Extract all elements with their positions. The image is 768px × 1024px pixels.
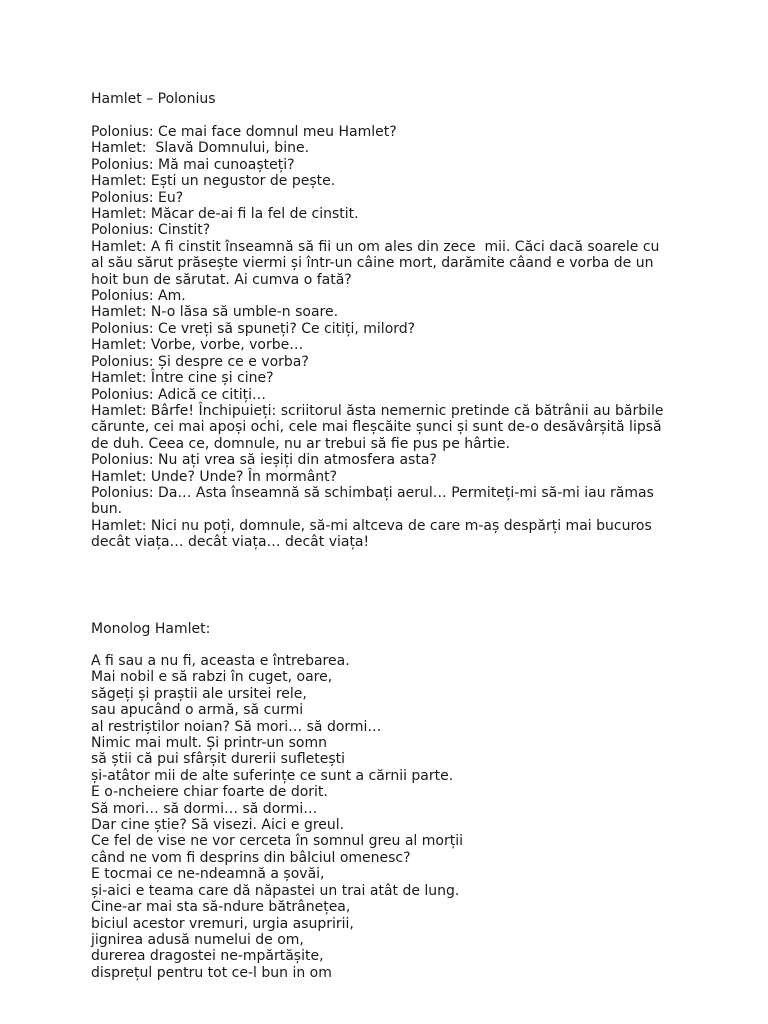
dialogue-line: Polonius: Și despre ce e vorba?: [91, 353, 309, 370]
monologue-line: Ce fel de vise ne vor cerceta în somnul greu al morții: [91, 833, 463, 850]
dialogue-line: al său sărut prăsește viermi și într-un câine mort, darămite câand e vorba de un: [91, 255, 654, 272]
monologue-line: Nimic mai mult. Și printr-un somn: [91, 735, 327, 752]
monologue-title-text: Monolog Hamlet:: [91, 621, 211, 637]
monologue-title: [91, 621, 681, 637]
dialogue-line: Hamlet: Bârfe! Închipuieți: scriitorul ăsta nemernic pretinde că bătrânii au bărbile: [91, 402, 664, 419]
dialogue-title-text: Hamlet – Polonius: [91, 91, 216, 107]
dialogue-line: de duh. Ceea ce, domnule, nu ar trebui să fie pus pe hârtie.: [91, 435, 510, 452]
dialogue-line: Polonius: Da… Asta înseamnă să schimbați aerul… Permiteți-mi să-mi iau rămas: [91, 484, 654, 501]
monologue-section: [91, 653, 681, 981]
monologue-line: jignirea adusă numelui de om,: [91, 931, 304, 948]
dialogue-line: Hamlet: Între cine și cine?: [91, 370, 274, 387]
dialogue-line: cărunte, cei mai apoși ochi, cele mai fleșcăite șunci și sunt de-o desăvârșită lipsă: [91, 419, 662, 436]
dialogue-line: Polonius: Eu?: [91, 189, 184, 206]
monologue-line: disprețul pentru tot ce-l bun in om: [91, 964, 332, 981]
monologue-line: Să mori… să dormi… să dormi…: [91, 800, 318, 817]
dialogue-line: Hamlet: Măcar de-ai fi la fel de cinstit.: [91, 206, 359, 223]
dialogue-line: Polonius: Nu ați vrea să ieșiți din atmosfera asta?: [91, 452, 437, 469]
monologue-line: durerea dragostei ne-mpărtășite,: [91, 948, 324, 965]
monologue-line: și-atâtor mii de alte suferințe ce sunt a cărnii parte.: [91, 767, 454, 784]
dialogue-line: Hamlet: Nici nu poți, domnule, să-mi altceva de care m-aș despărți mai bucuros: [91, 517, 652, 534]
dialogue-section: [91, 124, 681, 551]
dialogue-line: hoit bun de sărutat. Ai cumva o fată?: [91, 271, 352, 288]
monologue-line: să știi că pui sfârșit durerii sufletești: [91, 751, 346, 768]
dialogue-line: Hamlet: Ești un negustor de pește.: [91, 173, 336, 190]
monologue-line: și-aici e teama care dă năpastei un trai atât de lung.: [91, 882, 460, 899]
monologue-line: biciul acestor vremuri, urgia asupririi,: [91, 915, 354, 932]
dialogue-line: Polonius: Cinstit?: [91, 222, 211, 239]
dialogue-line: Hamlet: Unde? Unde? În mormânt?: [91, 468, 338, 485]
monologue-line: al restriștilor noian? Să mori… să dormi…: [91, 718, 382, 735]
monologue-line: Cine-ar mai sta să-ndure bătrânețea,: [91, 899, 351, 916]
monologue-line: A fi sau a nu fi, aceasta e întrebarea.: [91, 653, 350, 669]
dialogue-line: Polonius: Ce mai face domnul meu Hamlet?: [91, 124, 397, 140]
dialogue-title: [91, 91, 681, 107]
monologue-line: săgeți și praștii ale ursitei rele,: [91, 685, 307, 702]
dialogue-line: Polonius: Mă mai cunoașteți?: [91, 156, 295, 173]
dialogue-line: bun.: [91, 501, 123, 518]
dialogue-line: Polonius: Adică ce citiți…: [91, 386, 266, 403]
dialogue-line: Polonius: Am.: [91, 288, 186, 305]
monologue-line: când ne vom fi desprins din bâlciul omenesc?: [91, 849, 411, 866]
monologue-line: Mai nobil e să rabzi în cuget, oare,: [91, 669, 333, 686]
monologue-line: sau apucând o armă, să curmi: [91, 702, 304, 719]
dialogue-line: Polonius: Ce vreți să spuneți? Ce citiți, milord?: [91, 320, 416, 337]
dialogue-line: Hamlet: A fi cinstit înseamnă să fii un om ales din zece mii. Căci dacă soarele cu: [91, 238, 660, 255]
monologue-line: E tocmai ce ne-ndeamnă a șovăi,: [91, 866, 325, 883]
dialogue-line: Hamlet: Vorbe, vorbe, vorbe…: [91, 337, 304, 354]
dialogue-line: decât viața… decât viața… decât viața!: [91, 534, 370, 551]
dialogue-line: Hamlet: N-o lăsa să umble-n soare.: [91, 304, 339, 321]
monologue-line: Dar cine știe? Să visezi. Aici e greul.: [91, 817, 345, 834]
dialogue-line: Hamlet: Slavă Domnului, bine.: [91, 140, 310, 157]
monologue-line: E o-ncheiere chiar foarte de dorit.: [91, 784, 328, 801]
